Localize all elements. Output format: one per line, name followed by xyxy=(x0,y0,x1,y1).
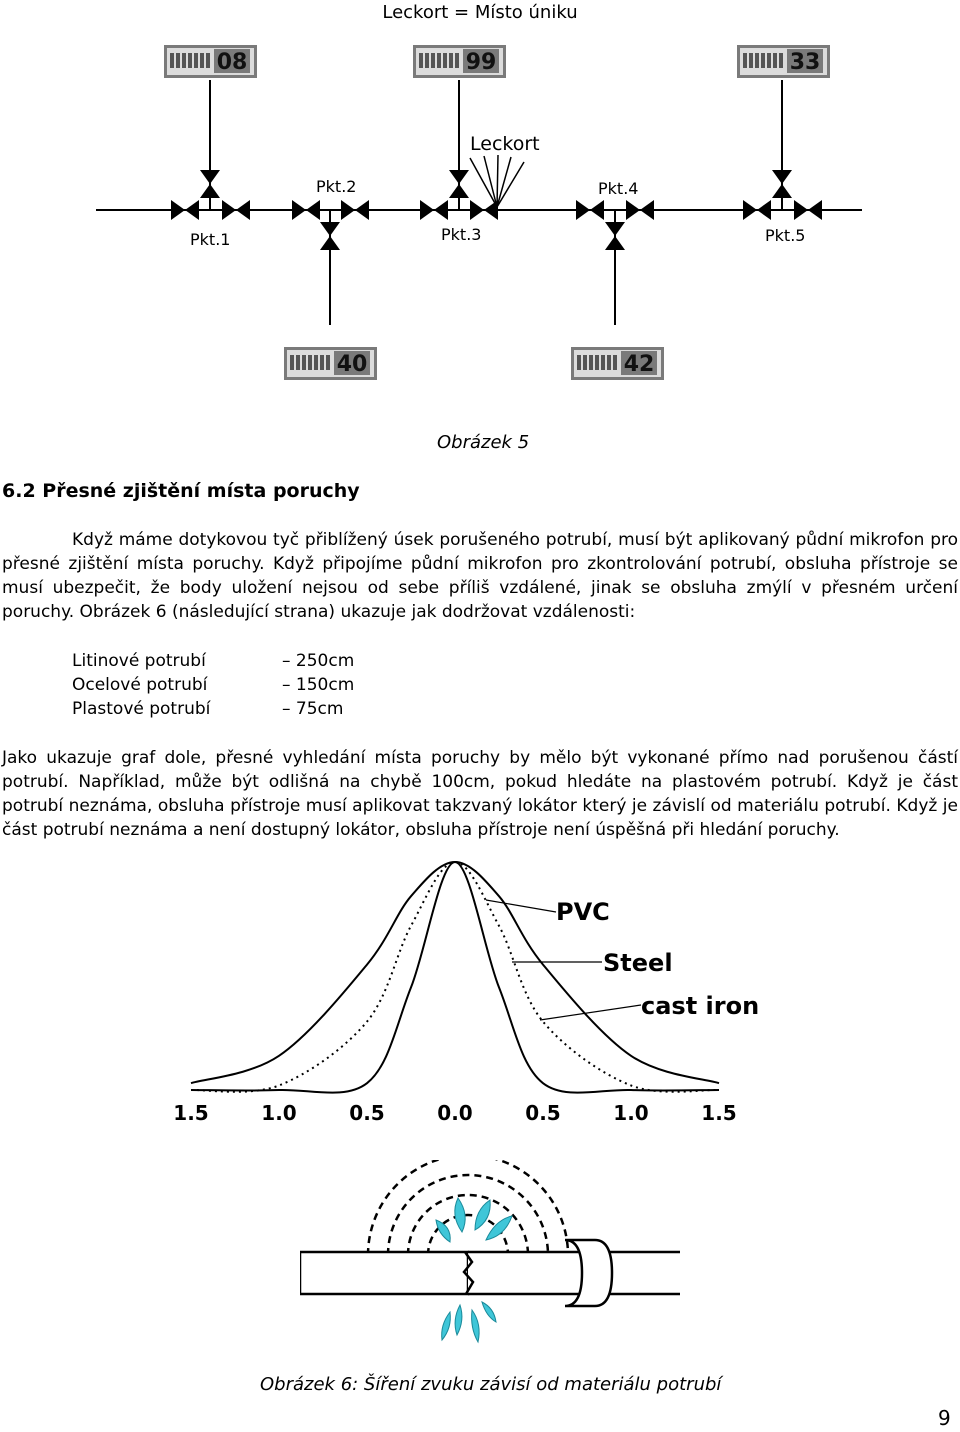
meter-display-2 xyxy=(413,45,506,78)
meter-display-1 xyxy=(164,45,257,78)
valve-icon xyxy=(794,200,822,220)
valve-icon xyxy=(200,170,220,198)
valve-icon xyxy=(772,170,792,198)
valve-icon xyxy=(743,200,771,220)
leak-rays xyxy=(470,155,524,207)
section-title: 6.2 Přesné zjištění místa poruchy xyxy=(2,480,360,502)
pipe-distance-list xyxy=(72,649,402,721)
figure5-caption: Obrázek 5 xyxy=(437,432,530,453)
page-header: Leckort = Místo úniku xyxy=(382,2,578,23)
valve-icon xyxy=(470,200,498,220)
point-label-1: Pkt.1 xyxy=(190,230,231,249)
valve-icon xyxy=(320,222,340,250)
x-tick-label: 0.0 xyxy=(437,1101,473,1125)
meter-display-4 xyxy=(284,347,377,380)
meter-reading: 42 xyxy=(623,352,655,377)
valve-icon xyxy=(341,200,369,220)
x-tick-label: 1.5 xyxy=(701,1101,737,1125)
x-tick-label: 1.5 xyxy=(173,1101,209,1125)
valve-icon xyxy=(292,200,320,220)
pipe-name: Litinové potrubí xyxy=(72,651,206,671)
meter-reading: 08 xyxy=(216,50,248,75)
valve-icon xyxy=(420,200,448,220)
pipe-name: Plastové potrubí xyxy=(72,699,211,719)
valve-icon xyxy=(576,200,604,220)
valve-icon xyxy=(626,200,654,220)
paragraph-2: Jako ukazuje graf dole, přesné vyhledání místa poruchy by mělo být vykonané přímo nad porušenou částí potrubí. Například, může být odlišná na chybě 100cm, pokud hledáte na plastovém potrubí. Když je část potrubí neznáma, obsluha přístroje musí aplikovat takzvaný lokátor který je závislí od materiálu potrubí. Když je část potrubí neznáma a není dostupný lokátor, obsluha přístroje není úspěšná při hledání poruchy. xyxy=(2,748,958,840)
leak-label: Leckort xyxy=(470,133,540,155)
pipe-distance: – 150cm xyxy=(282,675,355,695)
series-label-pvc: PVC xyxy=(556,898,610,926)
meter-reading: 99 xyxy=(465,50,497,75)
valve-icon xyxy=(222,200,250,220)
list-item xyxy=(72,649,402,673)
meter-display-3 xyxy=(737,45,830,78)
figure6-caption: Obrázek 6: Šíření zvuku závisí od materiálu potrubí xyxy=(260,1374,722,1395)
pipe-distance: – 75cm xyxy=(282,699,344,719)
valve-icon xyxy=(171,200,199,220)
point-label-5: Pkt.5 xyxy=(765,226,806,245)
x-tick-label: 1.0 xyxy=(261,1101,297,1125)
meter-display-5 xyxy=(571,347,664,380)
pipe-network-diagram xyxy=(0,0,960,430)
leak-pipe-illustration xyxy=(300,1160,680,1360)
meter-reading: 33 xyxy=(789,50,821,75)
pipe-distance: – 250cm xyxy=(282,651,355,671)
meter-reading: 40 xyxy=(336,352,368,377)
pipe-icon xyxy=(300,1240,680,1306)
list-item xyxy=(72,697,402,721)
list-item xyxy=(72,673,402,697)
series-label-cast-iron: cast iron xyxy=(641,992,760,1020)
paragraph-1: Když máme dotykovou tyč přiblížený úsek porušeného potrubí, musí být aplikovaný půdní mikrofon pro přesné zjištění místa poruchy. Když připojíme půdní mikrofon pro zkontrolování potrubí, obsluha přístroje se musí ubezpečit, že body uložení nejsou od sebe příliš vzdálené, jinak se obsluha zmýlí v přesném určení poruchy. Obrázek 6 (následující strana) ukazuje jak dodržovat vzdálenosti: xyxy=(2,530,958,622)
point-label-2: Pkt.2 xyxy=(316,177,357,196)
valve-icon xyxy=(449,170,469,198)
x-tick-label: 1.0 xyxy=(613,1101,649,1125)
x-tick-label: 0.5 xyxy=(349,1101,385,1125)
x-tick-label: 0.5 xyxy=(525,1101,561,1125)
valve-icon xyxy=(605,222,625,250)
point-label-4: Pkt.4 xyxy=(598,179,639,198)
series-label-steel: Steel xyxy=(603,949,673,977)
page-number: 9 xyxy=(938,1406,951,1430)
sound-spread-chart xyxy=(0,850,960,1130)
pipe-name: Ocelové potrubí xyxy=(72,675,208,695)
sound-waves xyxy=(368,1160,568,1255)
point-label-3: Pkt.3 xyxy=(441,225,482,244)
series-line-pvc xyxy=(191,862,719,1093)
